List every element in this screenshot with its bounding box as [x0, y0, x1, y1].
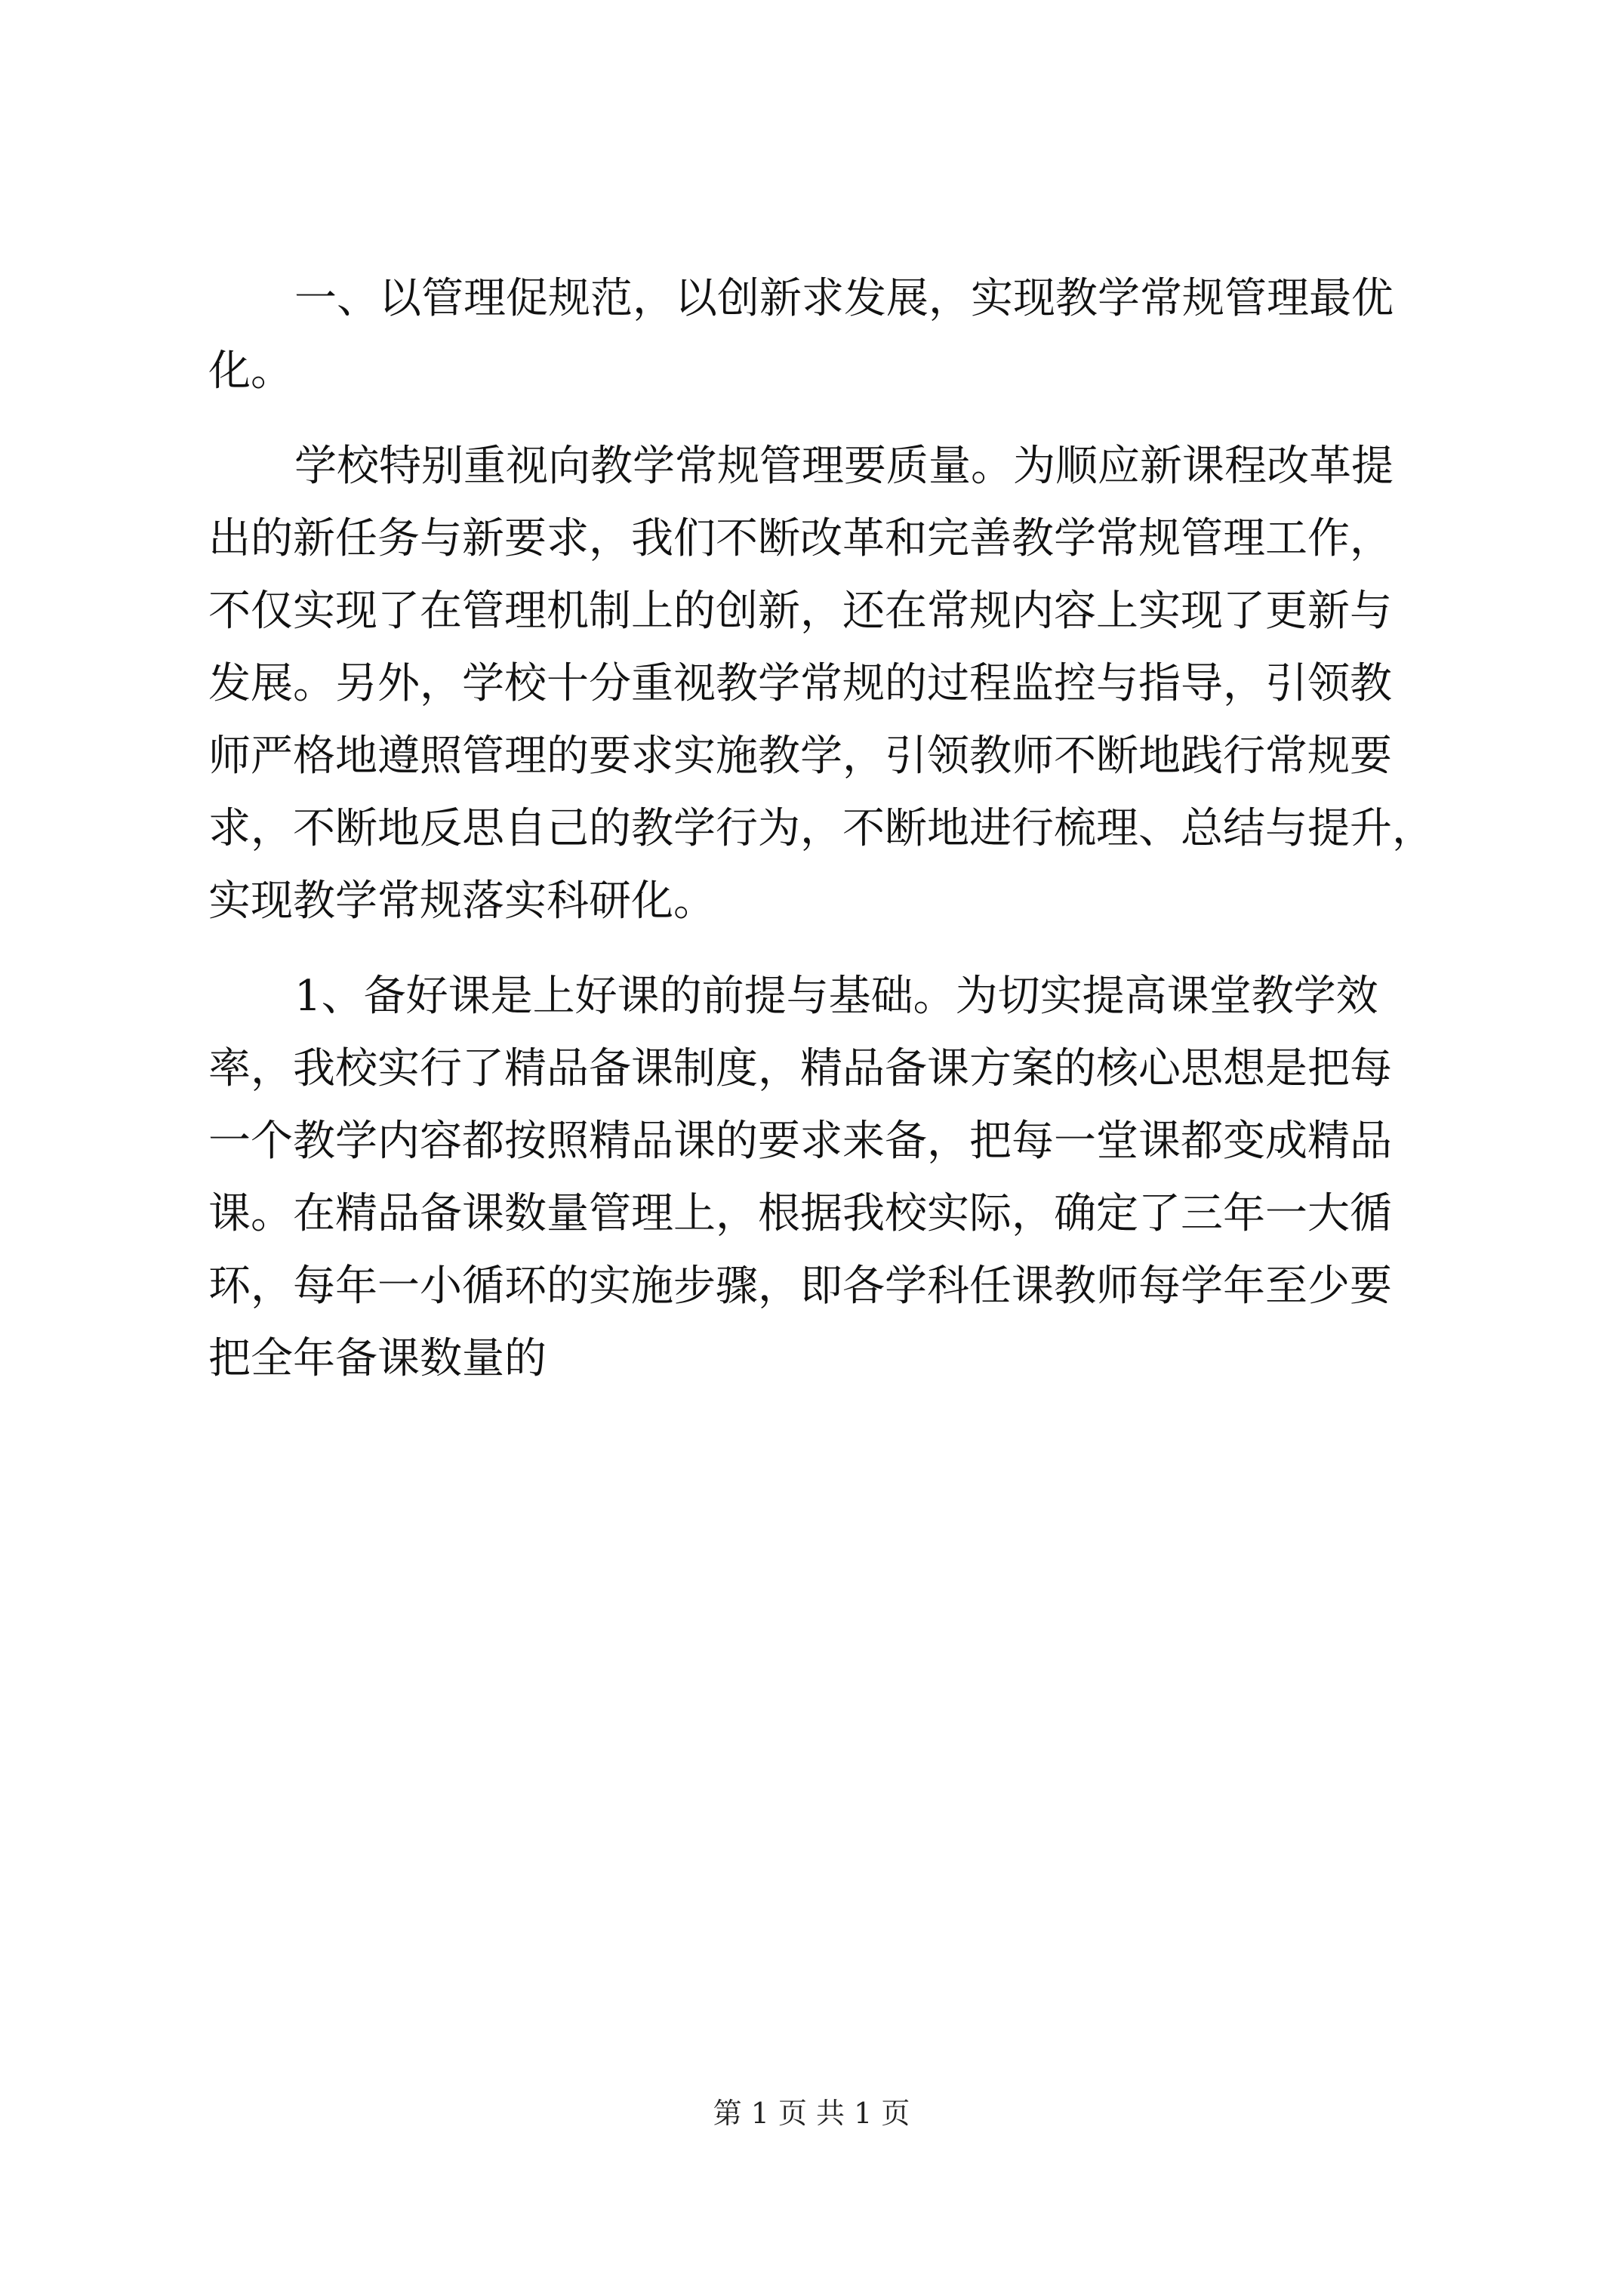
paragraph-line: 一、以管理促规范，以创新求发展，实现教学常规管理最优	[294, 274, 1394, 323]
paragraph-line: 把全年备课数量的	[208, 1334, 547, 1383]
paragraph-line: 率，我校实行了精品备课制度，精品备课方案的核心思想是把每	[208, 1044, 1392, 1093]
body-text	[208, 263, 1434, 1395]
paragraph-line: 出的新任务与新要求，我们不断改革和完善教学常规管理工作，	[208, 514, 1392, 563]
paragraph-line: 师严格地遵照管理的要求实施教学，引领教师不断地践行常规要	[208, 732, 1392, 781]
paragraph-line: 不仅实现了在管理机制上的创新，还在常规内容上实现了更新与	[208, 587, 1392, 636]
paragraph-1	[208, 263, 1416, 408]
paragraph-line: 化。	[208, 347, 293, 396]
paragraph-line: 实现教学常规落实科研化。	[208, 877, 716, 926]
paragraph-line: 学校特别重视向教学常规管理要质量。为顺应新课程改革提	[294, 442, 1394, 491]
paragraph-line: 课。在精品备课数量管理上，根据我校实际，确定了三年一大循	[208, 1189, 1392, 1238]
paragraph-line: 一个教学内容都按照精品课的要求来备，把每一堂课都变成精品	[208, 1117, 1392, 1166]
paragraph-line: 求，不断地反思自己的教学行为，不断地进行梳理、总结与提升，	[208, 804, 1434, 853]
page-footer: 第 1 页 共 1 页	[713, 2097, 910, 2130]
paragraph-line: 发展。另外，学校十分重视教学常规的过程监控与指导，引领教	[208, 659, 1392, 708]
paragraph-line: 环，每年一小循环的实施步骤，即各学科任课教师每学年至少要	[208, 1262, 1392, 1311]
paragraph-3	[208, 960, 1416, 1395]
paragraph-line: 1、备好课是上好课的前提与基础。为切实提高课堂教学效	[294, 972, 1378, 1021]
paragraph-2	[208, 430, 1434, 938]
